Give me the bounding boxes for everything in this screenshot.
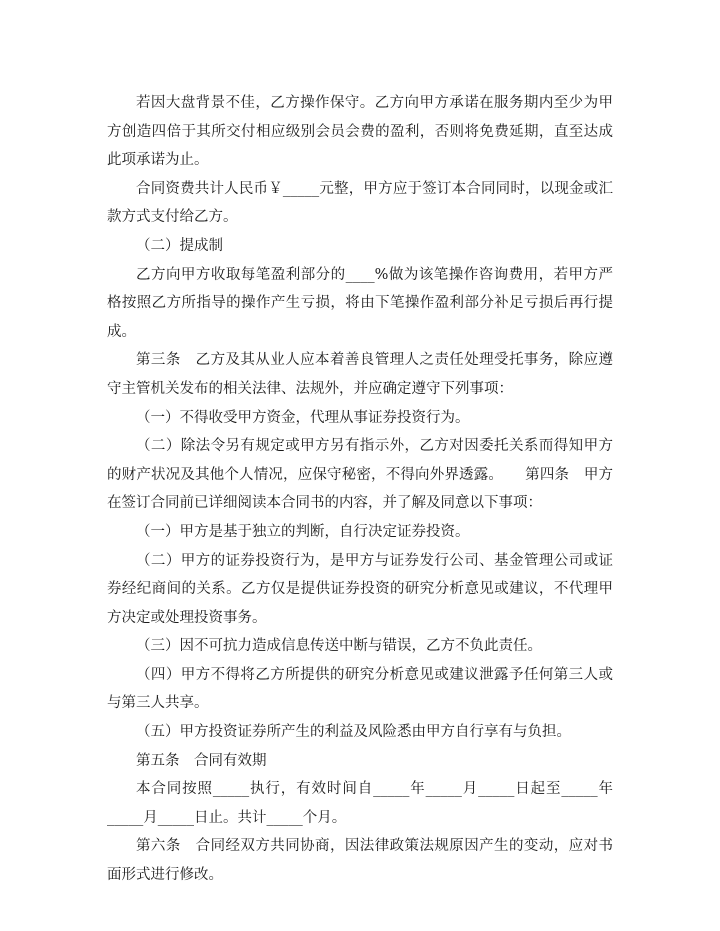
document-body	[107, 89, 613, 890]
article-six: 第六条 合同经双方共同协商，因法律政策法规原因产生的变动，应对书面形式进行修改。	[107, 838, 613, 884]
paragraph-contract-fee: 合同资费共计人民币￥_____元整，甲方应于签订本合同同时，以现金或汇款方式支付给乙方。	[107, 180, 613, 226]
paragraph-commission-terms: 乙方向甲方收取每笔盈利部分的____%做为该笔操作咨询费用，若甲方严格按照乙方所指导的操作产生亏损，将由下笔操作盈利部分补足亏损后再行提成。	[107, 266, 613, 340]
article-four-item-4: （四）甲方不得将乙方所提供的研究分析意见或建议泄露予任何第三人或与第三人共享。	[107, 666, 613, 712]
article-four-item-5: （五）甲方投资证券所产生的利益及风险悉由甲方自行享有与负担。	[136, 724, 571, 741]
article-three: 第三条 乙方及其从业人应本着善良管理人之责任处理受托事务，除应遵守主管机关发布的相关法律、法规外，并应确定遵守下列事项：	[107, 352, 613, 397]
article-four-item-2: （二）甲方的证券投资行为，是甲方与证券发行公司、基金管理公司或证券经纪商间的关系。乙方仅是提供证券投资的研究分析意见或建议，不代理甲方决定或处理投资事务。	[107, 552, 613, 626]
paragraph-performance-promise: 若因大盘背景不佳，乙方操作保守。乙方向甲方承诺在服务期内至少为甲方创造四倍于其所交付相应级别会员会费的盈利，否则将免费延期，直至达成此项承诺为止。	[107, 95, 613, 169]
article-five-heading: 第五条 合同有效期	[136, 752, 267, 769]
article-four-item-3: （三）因不可抗力造成信息传送中断与错误，乙方不负此责任。	[136, 638, 542, 655]
heading-commission-system: （二）提成制	[136, 237, 223, 254]
article-five-validity: 本合同按照_____执行，有效时间自_____年_____月_____日起至_____年_____月_____日止。共计_____个月。	[107, 781, 613, 826]
article-three-item-2-and-article-four: （二）除法令另有规定或甲方另有指示外，乙方对因委托关系而得知甲方的财产状况及其他个人情况，应保守秘密，不得向外界透露。 第四条 甲方在签订合同前已详细阅读本合同书的内容，并了解及同意以下事项：	[107, 438, 613, 512]
article-four-item-1: （一）甲方是基于独立的判断，自行决定证券投资。	[136, 523, 470, 540]
article-three-item-1: （一）不得收受甲方资金，代理从事证券投资行为。	[136, 409, 470, 426]
